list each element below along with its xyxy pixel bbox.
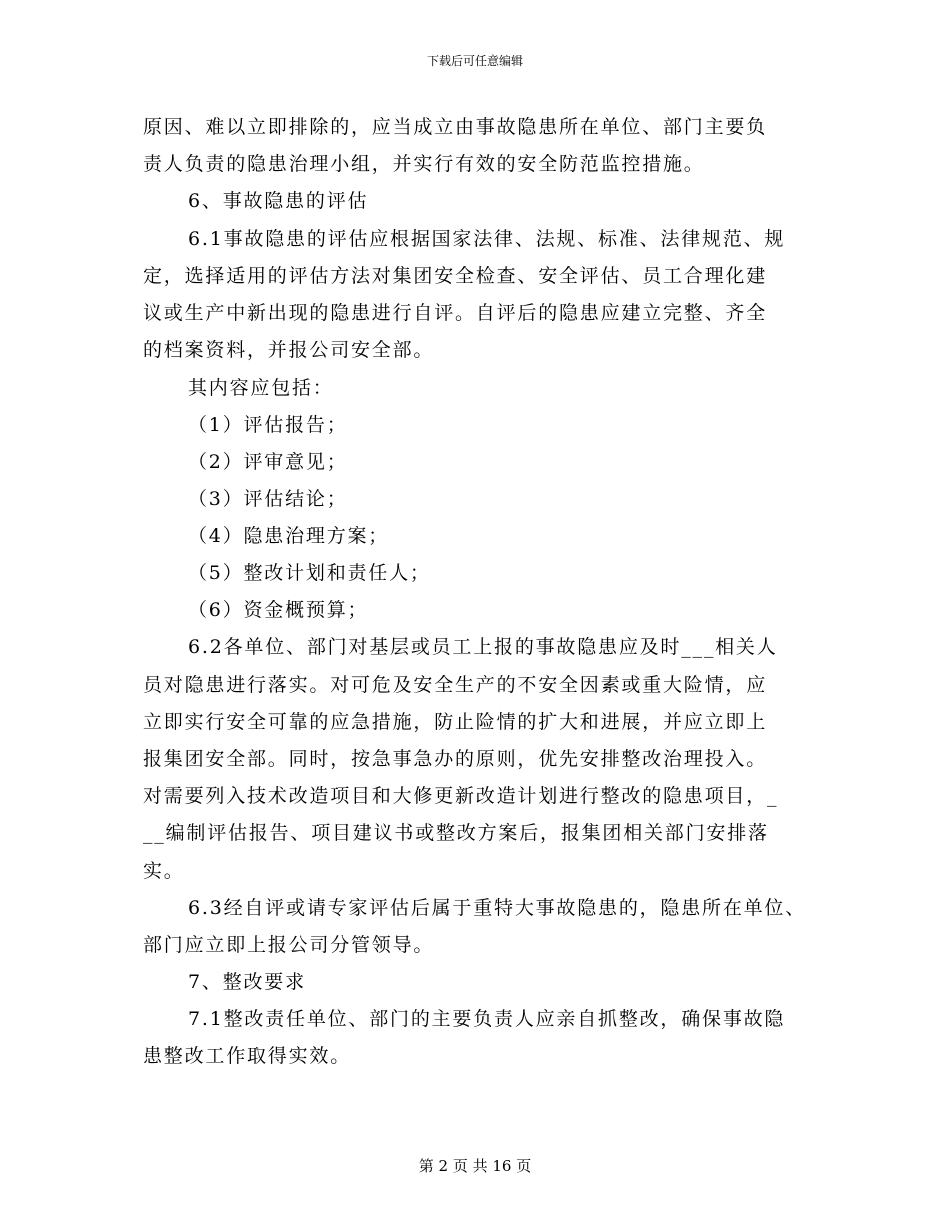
paragraph-line: 员对隐患进行落实。对可危及安全生产的不安全因素或重大险情，应 [143,674,768,696]
paragraph-line: 立即实行安全可靠的应急措施，防止险情的扩大和进展，并应立即上 [143,711,768,733]
paragraph-line: 实。 [143,860,185,882]
paragraph-line: 责人负责的隐患治理小组，并实行有效的安全防范监控措施。 [143,153,705,175]
page-header: 下载后可任意编辑 [426,54,523,68]
paragraph-line: 部门应立即上报公司分管领导。 [143,934,435,956]
paragraph-line: 报集团安全部。同时，按急事急办的原则，优先安排整改治理投入。 [143,748,768,770]
list-item: （3）评估结论； [188,488,348,510]
list-item: （1）评估报告； [188,414,348,436]
paragraph-line: 患整改工作取得实效。 [143,1045,352,1067]
paragraph-line: 其内容应包括： [188,377,334,399]
paragraph-line: 6.3经自评或请专家评估后属于重特大事故隐患的，隐患所在单位、 [188,897,807,919]
list-item: （2）评审意见； [188,451,348,473]
page-number: 第 2 页 共 16 页 [418,1157,532,1175]
paragraph-line: 6.1事故隐患的评估应根据国家法律、法规、标准、法律规范、规 [188,228,786,250]
list-item: （4）隐患治理方案； [188,525,390,547]
paragraph-line: 对需要列入技术改造项目和大修更新改造计划进行整改的隐患项目，_ [143,785,779,807]
paragraph-line: 定，选择适用的评估方法对集团安全检查、安全评估、员工合理化建 [143,265,768,287]
paragraph-line: 议或生产中新出现的隐患进行自评。自评后的隐患应建立完整、齐全 [143,302,768,324]
list-item: （5）整改计划和责任人； [188,562,431,584]
paragraph-line: 6.2各单位、部门对基层或员工上报的事故隐患应及时___相关人 [188,636,778,658]
paragraph-line: __编制评估报告、项目建议书或整改方案后，报集团相关部门安排落 [143,822,769,844]
section-heading: 6、事故隐患的评估 [188,190,369,212]
paragraph-line: 的档案资料，并报公司安全部。 [143,339,435,361]
section-heading: 7、整改要求 [188,971,306,993]
list-item: （6）资金概预算； [188,599,369,621]
paragraph-line: 原因、难以立即排除的，应当成立由事故隐患所在单位、部门主要负 [143,116,768,138]
paragraph-line: 7.1整改责任单位、部门的主要负责人应亲自抓整改，确保事故隐 [188,1008,786,1030]
